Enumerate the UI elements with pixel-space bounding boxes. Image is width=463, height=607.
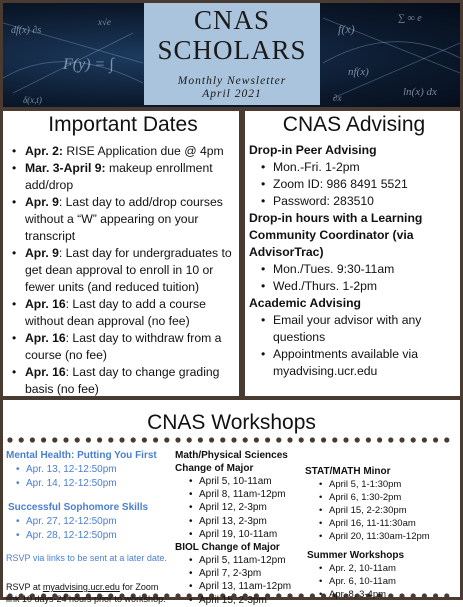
date-item [9, 143, 237, 160]
workshops-middle-column [175, 449, 303, 607]
date-text: : Last day to add/drop courses without a “W” appearing on your transcript [25, 195, 223, 243]
list-item: • April 5, 10-11am [189, 476, 272, 487]
bullet-icon: • [319, 531, 323, 542]
list-item: • Apr. 13, 12-12:50pm [16, 464, 117, 475]
mental-health-list [16, 463, 171, 491]
svg-text:ln(x) dx: ln(x) dx [403, 86, 437, 98]
divider-dot [164, 437, 169, 442]
bullet-icon: • [16, 478, 20, 489]
list-item: • Mon.-Fri. 1-2pm [261, 160, 360, 174]
title-box [144, 3, 320, 105]
bullet-icon: • [12, 365, 17, 379]
list-item: • April 19, 10-11am [189, 528, 278, 540]
list-item: • Apr. 6, 10-11am [319, 576, 396, 587]
bullet-icon: • [189, 476, 193, 487]
divider-dot [422, 437, 427, 442]
academic-advising-list [259, 312, 459, 380]
list-item: • April 12, 2-3pm [189, 502, 267, 514]
list-item: • April 7, 2-3pm [189, 568, 262, 580]
bullet-icon: • [319, 518, 323, 529]
date-text: : Last day for undergraduates to get dean approval to enroll in 10 or fewer units (and reduced tuition) [25, 246, 232, 294]
list-item: • April 5, 1-1:30pm [319, 479, 402, 490]
list-item: • Password: 283510 [261, 194, 374, 208]
list-item: • Zoom ID: 986 8491 5521 [261, 177, 408, 191]
bullet-icon: • [12, 161, 17, 175]
coordinator-list [259, 261, 459, 295]
newsletter-date: April 2021 [202, 88, 262, 100]
bullet-icon: • [261, 313, 266, 327]
divider-dot [411, 437, 416, 442]
divider-dot [97, 437, 102, 442]
list-item: • Apr. 28, 12-12:50pm [16, 530, 117, 541]
date-text: makeup enrollment add/drop [25, 161, 213, 192]
bullet-icon: • [189, 594, 193, 606]
divider-dot [153, 437, 158, 442]
svg-text:F(y) = ∫: F(y) = ∫ [63, 56, 114, 73]
list-item: • April 6, 1:30-2pm [319, 492, 402, 503]
date-text: : Last day to withdraw from a course (no fee) [25, 331, 222, 362]
workshops-left-column [6, 449, 171, 605]
date-text: RISE Application due @ 4pm [62, 144, 224, 158]
bullet-icon: • [261, 347, 266, 361]
bullet-icon: • [16, 530, 20, 541]
bullet-icon: • [16, 464, 20, 475]
divider-dot [332, 437, 337, 442]
date-item [9, 364, 237, 398]
list-item: • April 15, 2-3pm [189, 594, 267, 606]
bullet-icon: • [12, 195, 17, 209]
date-label: Apr. 16 [25, 297, 66, 311]
divider-dot [86, 437, 91, 442]
bullet-icon: • [319, 492, 323, 503]
math-change-major-list [189, 475, 303, 541]
date-text: : Last day to add a course without dean approval (no fee) [25, 297, 206, 328]
rsvp-instructions: RSVP at myadvising.ucr.edu for Zoom link 10 days-24 hours prior to workshop. [6, 582, 166, 604]
math-change-major-heading: Math/Physical Sciences Change of Major [175, 450, 288, 474]
list-item: • April 8, 11am-12pm [189, 489, 286, 501]
bullet-icon: • [319, 479, 323, 490]
divider-dot [343, 437, 348, 442]
list-item: • Wed./Thurs. 1-2pm [261, 279, 378, 293]
mental-health-heading: Mental Health: Putting You First [6, 450, 157, 461]
important-dates-heading: Important Dates [48, 113, 198, 136]
divider-dot [355, 437, 360, 442]
divider-dot [388, 437, 393, 442]
divider-dot [30, 437, 35, 442]
divider-dot [175, 437, 180, 442]
list-item: • April 13, 2-3pm [189, 515, 267, 527]
divider-dot [119, 437, 124, 442]
bullet-icon: • [189, 502, 193, 514]
academic-advising-heading: Academic Advising [249, 296, 361, 310]
newsletter-subtitle: Monthly Newsletter [177, 75, 287, 87]
stat-minor-list [319, 478, 455, 543]
bullet-icon: • [319, 505, 323, 516]
bullet-icon: • [189, 528, 193, 540]
date-label: Apr. 9 [25, 195, 59, 209]
svg-text:δ(x,t): δ(x,t) [23, 95, 42, 105]
summer-workshops-heading: Summer Workshops [307, 550, 405, 561]
date-item [9, 330, 237, 364]
bullet-icon: • [189, 581, 193, 593]
divider-dot [444, 437, 449, 442]
list-item: • Apr. 2, 10-11am [319, 563, 396, 574]
divider-dot [198, 437, 203, 442]
date-item [9, 245, 237, 296]
bullet-icon: • [189, 568, 193, 580]
date-item [9, 160, 237, 194]
bullet-icon: • [12, 331, 17, 345]
divider-dot [41, 437, 46, 442]
list-item: • Apr. 8, 3-4pm [319, 589, 387, 600]
divider-dot [52, 437, 57, 442]
newsletter-title: CNAS [193, 5, 271, 35]
bullet-icon: • [189, 489, 193, 501]
divider-dot [377, 437, 382, 442]
list-item: • April 13, 11am-12pm [189, 581, 292, 593]
svg-text:df(x) ∂s: df(x) ∂s [11, 25, 42, 36]
newsletter-title-line2: SCHOLARS [157, 35, 307, 65]
coordinator-heading: Drop-in hours with a Learning Community Coordinator (via AdvisorTrac) [249, 211, 423, 259]
bullet-icon: • [16, 516, 20, 527]
stat-minor-heading: STAT/MATH Minor [305, 466, 391, 477]
date-label: Mar. 3-April 9: [25, 161, 106, 175]
sophomore-list [16, 515, 171, 543]
bullet-icon: • [261, 160, 266, 174]
divider-dot [321, 437, 326, 442]
advising-heading: CNAS Advising [282, 113, 426, 136]
divider-dot [265, 437, 270, 442]
bullet-icon: • [261, 177, 266, 191]
divider-dot [254, 437, 259, 442]
column-divider [239, 109, 245, 399]
divider-dot [108, 437, 113, 442]
list-item: • Apr. 14, 12-12:50pm [16, 478, 117, 489]
divider-dot [287, 437, 292, 442]
divider-dot [220, 437, 225, 442]
biol-change-major-list [189, 554, 303, 607]
dotted-divider-top [7, 437, 456, 443]
list-item: • April 5, 11am-12pm [189, 555, 286, 567]
divider-dot [231, 437, 236, 442]
sophomore-heading: Successful Sophomore Skills [8, 502, 149, 513]
biol-change-major-heading: BIOL Change of Major [175, 542, 280, 554]
divider-dot [75, 437, 80, 442]
workshops-right-column [305, 465, 455, 601]
divider-dot [131, 437, 136, 442]
date-label: Apr. 2: [25, 144, 63, 158]
bullet-icon: • [261, 194, 266, 208]
date-text: : Last day to change grading basis (no fee) [25, 365, 220, 396]
date-item [9, 296, 237, 330]
divider-dot [399, 437, 404, 442]
svg-text:∑ ∞ e: ∑ ∞ e [398, 13, 422, 24]
bullet-icon: • [319, 563, 323, 574]
peer-advising-list [259, 159, 459, 210]
list-item: • Mon./Tues. 9:30-11am [261, 262, 395, 276]
divider-dot [7, 437, 12, 442]
bullet-icon: • [189, 515, 193, 527]
divider-dot [142, 437, 147, 442]
bullet-icon: • [12, 144, 17, 158]
peer-advising-heading: Drop-in Peer Advising [249, 143, 377, 157]
divider-dot [299, 437, 304, 442]
bullet-icon: • [12, 246, 17, 260]
list-item: • Apr. 27, 12-12:50pm [16, 516, 117, 527]
bullet-icon: • [319, 589, 323, 600]
divider-dot [19, 437, 24, 442]
date-label: Apr. 16 [25, 331, 66, 345]
header-banner [3, 3, 460, 111]
date-label: Apr. 9 [25, 246, 59, 260]
important-dates-section [9, 111, 237, 398]
svg-text:nf(x): nf(x) [348, 66, 369, 78]
list-item: • Email your advisor with any questions [261, 313, 422, 344]
list-item: • April 16, 11-11:30am [319, 518, 416, 529]
summer-workshops-list [319, 562, 455, 601]
rsvp-note: RSVP via links to be sent at a later date. [6, 553, 167, 563]
list-item: • Appointments available via myadvising.ucr.edu [261, 347, 418, 378]
date-item [9, 194, 237, 245]
list-item: • April 20, 11:30am-12pm [319, 531, 430, 542]
advising-section [249, 111, 459, 380]
bullet-icon: • [189, 555, 193, 567]
workshops-heading: CNAS Workshops [147, 411, 316, 434]
svg-text:x√e: x√e [98, 17, 111, 27]
bullet-icon: • [261, 262, 266, 276]
divider-dot [187, 437, 192, 442]
svg-text:f(x): f(x) [338, 22, 355, 36]
divider-dot [276, 437, 281, 442]
rsvp-link[interactable]: myadvising.ucr.edu [42, 582, 120, 592]
divider-dot [63, 437, 68, 442]
bullet-icon: • [261, 279, 266, 293]
svg-text:∂x: ∂x [333, 93, 342, 103]
date-label: Apr. 16 [25, 365, 66, 379]
list-item: • April 15, 2-2:30pm [319, 505, 407, 516]
divider-dot [243, 437, 248, 442]
bullet-icon: • [319, 576, 323, 587]
divider-dot [310, 437, 315, 442]
divider-dot [209, 437, 214, 442]
divider-dot [433, 437, 438, 442]
divider-dot [366, 437, 371, 442]
important-dates-list [9, 143, 237, 398]
bullet-icon: • [12, 297, 17, 311]
